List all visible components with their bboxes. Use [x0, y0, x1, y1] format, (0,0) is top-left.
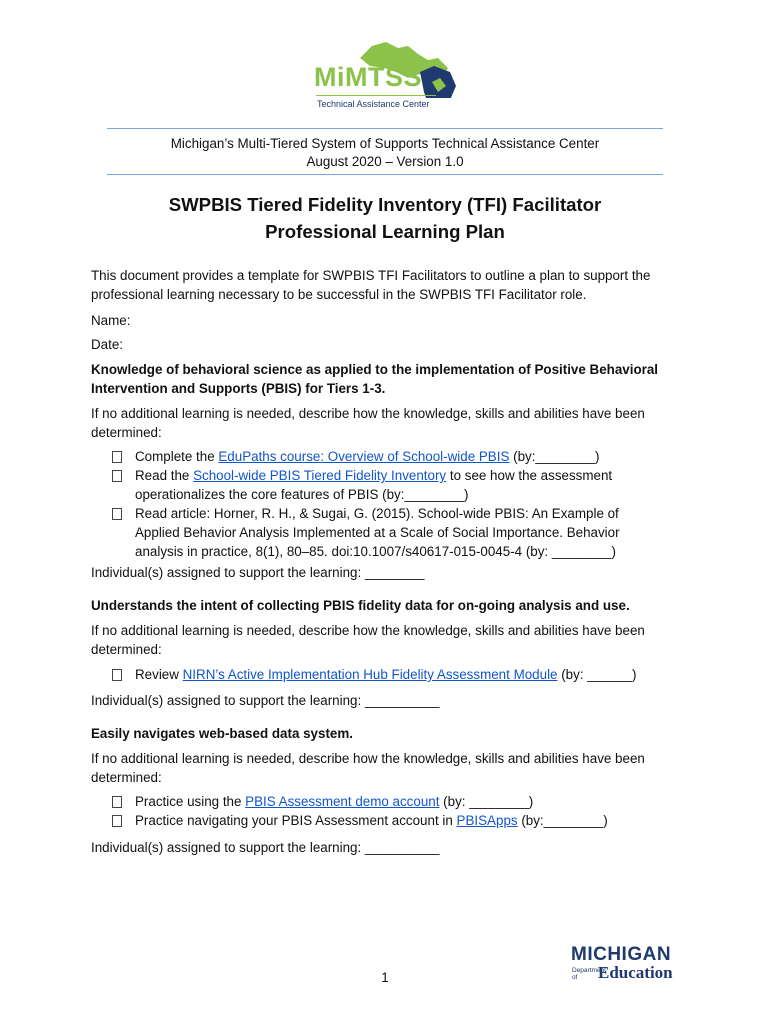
item-text-line3: analysis in practice, 8(1), 80–85. doi:10.1007/s40617-015-0045-4 (by: ________) [135, 544, 616, 559]
checkbox[interactable] [112, 815, 122, 827]
section3-prompt [91, 749, 681, 787]
section3-checklist [112, 792, 672, 830]
intro-line1: This document provides a template for SWPBIS TFI Facilitators to outline a plan to support the [91, 268, 651, 283]
section1-prompt-line2: determined: [91, 425, 162, 440]
section2-prompt-line2: determined: [91, 642, 162, 657]
section3-prompt-line2: determined: [91, 770, 162, 785]
checklist-item [112, 811, 672, 830]
item-text: Complete the [135, 449, 219, 464]
header-version-line: August 2020 – Version 1.0 [306, 154, 464, 169]
section3-prompt-line1: If no additional learning is needed, describe how the knowledge, skills and abilities have been [91, 751, 645, 766]
item-text: Practice using the [135, 794, 246, 809]
mde-logo [568, 944, 688, 986]
checkbox[interactable] [112, 669, 122, 681]
item-deadline: (by: ______) [557, 667, 637, 682]
intro-line2: professional learning necessary to be successful in the SWPBIS TFI Facilitator role. [91, 287, 587, 302]
section1-prompt-line1: If no additional learning is needed, describe how the knowledge, skills and abilities have been [91, 406, 645, 421]
section3-heading: Easily navigates web-based data system. [91, 726, 353, 741]
header-rule-bottom [107, 174, 663, 175]
section3-assigned: Individual(s) assigned to support the learning: __________ [91, 840, 440, 855]
item-text: Read the [135, 468, 194, 483]
document-title-line1: SWPBIS Tiered Fidelity Inventory (TFI) Facilitator [168, 194, 602, 215]
section2-prompt [91, 621, 681, 659]
item-text-line1: Read article: Horner, R. H., & Sugai, G. (2015). School-wide PBIS: An Example of [135, 506, 619, 521]
nirn-module-link[interactable]: NIRN’s Active Implementation Hub Fidelity Assessment Module [182, 667, 558, 682]
item-deadline: (by:________) [509, 449, 600, 464]
logo-underline [316, 95, 436, 96]
item-text: Practice navigating your PBIS Assessment account in [135, 813, 457, 828]
checklist-item [112, 792, 672, 811]
mde-logo-wordmark: MICHIGAN [571, 944, 672, 965]
pbis-demo-account-link[interactable]: PBIS Assessment demo account [245, 794, 440, 809]
section2-prompt-line1: If no additional learning is needed, describe how the knowledge, skills and abilities have been [91, 623, 645, 638]
edupaths-course-link[interactable]: EduPaths course: Overview of School-wide PBIS [218, 449, 510, 464]
date-field-label: Date: [91, 337, 124, 352]
pbisapps-link[interactable]: PBISApps [456, 813, 518, 828]
tfi-inventory-link[interactable]: School-wide PBIS Tiered Fidelity Inventory [193, 468, 447, 483]
mimtss-logo [300, 38, 470, 113]
item-text-line2: Applied Behavior Analysis Implemented at a Scale of Social Importance. Behavior [135, 525, 620, 540]
section2-heading: Understands the intent of collecting PBIS fidelity data for on-going analysis and use. [91, 598, 630, 613]
item-deadline: (by: ________) [439, 794, 534, 809]
item-text: Review [135, 667, 183, 682]
section1-prompt [91, 404, 681, 442]
logo-subtitle: Technical Assistance Center [317, 99, 430, 109]
section1-assigned: Individual(s) assigned to support the learning: ________ [91, 565, 425, 580]
item-deadline: (by:________) [517, 813, 608, 828]
page-number: 1 [381, 970, 389, 985]
section2-checklist [112, 665, 672, 684]
header-rule-top [107, 128, 663, 129]
section1-heading [91, 360, 681, 398]
checkbox[interactable] [112, 451, 122, 463]
name-field-label: Name: [91, 313, 131, 328]
checklist-item [112, 466, 672, 504]
checkbox[interactable] [112, 508, 122, 520]
item-text-line2: operationalizes the core features of PBIS (by:________) [135, 487, 469, 502]
checklist-item [112, 665, 672, 684]
section1-checklist [112, 447, 672, 561]
section2-assigned: Individual(s) assigned to support the learning: __________ [91, 693, 440, 708]
mde-logo-education: Education [598, 963, 673, 982]
logo-wordmark: MiMTSS [314, 62, 422, 92]
document-title-line2: Professional Learning Plan [265, 221, 505, 242]
checklist-item [112, 447, 672, 466]
checklist-item [112, 504, 672, 561]
header-org-line: Michigan’s Multi-Tiered System of Supports Technical Assistance Center [170, 136, 600, 151]
section1-heading-line1: Knowledge of behavioral science as applied to the implementation of Positive Behavioral [91, 362, 659, 377]
mde-logo-department: Department of [572, 967, 606, 981]
item-text-cont: to see how the assessment [446, 468, 613, 483]
checkbox[interactable] [112, 796, 122, 808]
intro-paragraph [91, 266, 681, 304]
checkbox[interactable] [112, 470, 122, 482]
section1-heading-line2: Intervention and Supports (PBIS) for Tiers 1-3. [91, 381, 386, 396]
